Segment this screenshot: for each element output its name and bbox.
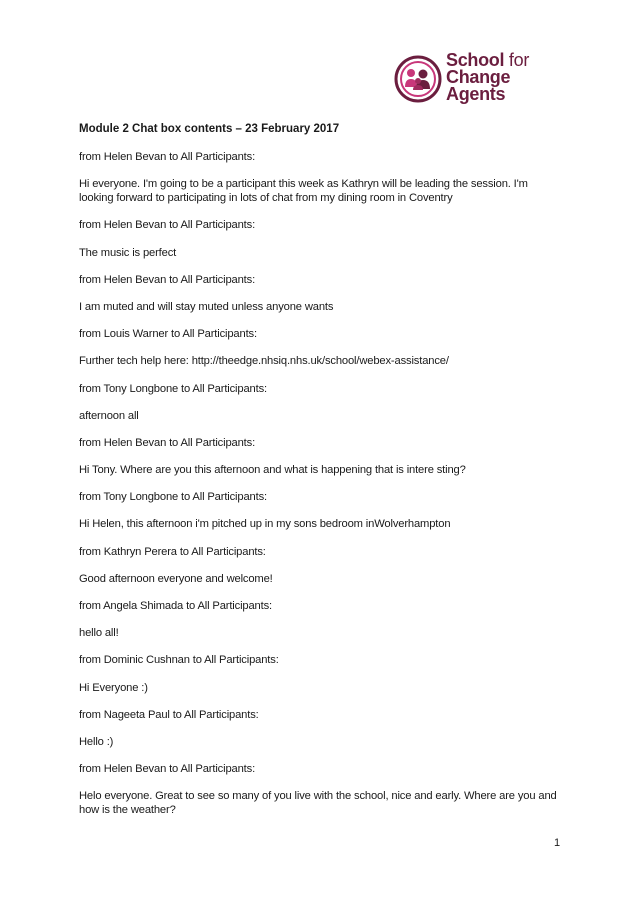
- chat-line: from Helen Bevan to All Participants:: [79, 273, 256, 286]
- logo-line-3: Agents: [446, 84, 506, 104]
- chat-line: hello all!: [79, 627, 119, 640]
- chat-line: from Angela Shimada to All Participants:: [79, 600, 272, 612]
- chat-line: I am muted and will stay muted unless anyone wants: [79, 300, 334, 313]
- chat-line: from Helen Bevan to All Participants:: [79, 763, 256, 776]
- document-body: [79, 122, 559, 831]
- chat-line: Helo everyone. Great to see so many of you live with the school, nice and early. Where are you and how is the weather?: [79, 790, 560, 817]
- chat-transcript: [79, 150, 559, 817]
- chat-line: Hello :): [79, 735, 114, 748]
- chat-line: The music is perfect: [79, 246, 177, 259]
- chat-line: from Tony Longbone to All Participants:: [79, 382, 267, 395]
- chat-line: from Dominic Cushnan to All Participants:: [79, 654, 279, 667]
- chat-line: from Louis Warner to All Participants:: [79, 328, 257, 341]
- chat-line: Further tech help here: http://theedge.nhsiq.nhs.uk/school/webex-assistance/: [79, 355, 449, 368]
- logo-line-1: School: [446, 50, 505, 70]
- chat-line: from Nageeta Paul to All Participants:: [79, 708, 259, 721]
- document-title: Module 2 Chat box contents – 23 February 2017: [79, 123, 340, 135]
- logo-line-1b: for: [508, 50, 530, 70]
- people-circle-icon: [394, 50, 444, 108]
- chat-line: Hi Tony. Where are you this afternoon and what is happening that is intere sting?: [79, 464, 466, 477]
- chat-line: Hi Helen, this afternoon i'm pitched up in my sons bedroom inWolverhampton: [79, 518, 451, 531]
- chat-line: from Tony Longbone to All Participants:: [79, 491, 267, 504]
- chat-line: afternoon all: [79, 409, 139, 422]
- chat-line: Hi Everyone :): [79, 681, 148, 694]
- school-for-change-agents-logo: [394, 50, 554, 112]
- chat-line: from Helen Bevan to All Participants:: [79, 151, 256, 163]
- page-number: 1: [554, 837, 561, 849]
- chat-line: Hi everyone. I'm going to be a participant this week as Kathryn will be leading the session. I'm looking forward to participating in lots of chat from my dining room in Coventry: [79, 178, 531, 205]
- chat-line: from Kathryn Perera to All Participants:: [79, 545, 266, 558]
- logo-line-2: Change: [446, 67, 511, 87]
- chat-line: Good afternoon everyone and welcome!: [79, 572, 273, 585]
- chat-line: from Helen Bevan to All Participants:: [79, 219, 256, 232]
- logo-wordmark: [446, 52, 556, 103]
- chat-line: from Helen Bevan to All Participants:: [79, 436, 256, 449]
